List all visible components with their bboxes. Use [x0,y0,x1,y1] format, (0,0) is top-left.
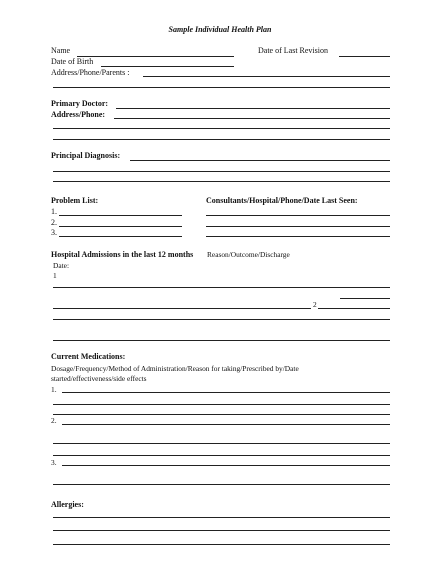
allergies-line-2[interactable] [53,530,390,531]
address-parents-line-2[interactable] [53,87,390,88]
name-label: Name [51,46,71,55]
doctor-label: Primary Doctor: [51,99,109,108]
revision-label: Date of Last Revision [258,46,328,55]
medications-label: Current Medications: [51,352,126,361]
diagnosis-field-line[interactable] [130,160,390,161]
name-field-line[interactable] [77,56,234,57]
doctor-address-line[interactable] [114,118,390,119]
admission-line-2[interactable] [340,298,390,299]
medication-3-line-2[interactable] [53,484,390,485]
admission-line-4[interactable] [53,319,390,320]
problem-item-3-label: 3. [51,228,57,237]
doctor-address-line-2[interactable] [53,128,390,129]
medication-item-1-label: 1. [51,385,57,394]
admission-line-1[interactable] [53,287,390,288]
consultants-label: Consultants/Hospital/Phone/Date Last Seen: [206,196,358,205]
admissions-date-label: Date: [53,261,70,270]
problem-item-1-line[interactable] [59,215,182,216]
revision-field-line[interactable] [339,56,390,57]
doctor-address-label: Address/Phone: [51,110,106,119]
consultant-line-2[interactable] [206,226,390,227]
medication-2-line-3[interactable] [53,455,390,456]
allergies-line-1[interactable] [53,517,390,518]
address-parents-line[interactable] [143,76,390,77]
diagnosis-line-2[interactable] [53,171,390,172]
problem-item-2-line[interactable] [59,226,182,227]
medication-item-2-label: 2. [51,416,57,425]
medication-2-line-2[interactable] [53,443,390,444]
diagnosis-label: Principal Diagnosis: [51,151,121,160]
allergies-line-3[interactable] [53,544,390,545]
admission-item-2-label: 2 [313,300,317,309]
medication-item-3-label: 3. [51,458,57,467]
diagnosis-line-3[interactable] [53,181,390,182]
medication-1-line-3[interactable] [53,414,390,415]
doctor-field-line[interactable] [116,108,390,109]
medications-description-line-2: started/effectiveness/side effects [51,374,147,383]
consultant-line-1[interactable] [206,215,390,216]
admissions-label: Hospital Admissions in the last 12 months [51,250,194,259]
dob-field-line[interactable] [101,66,234,67]
consultant-line-3[interactable] [206,236,390,237]
problem-list-label: Problem List: [51,196,99,205]
allergies-label: Allergies: [51,500,84,509]
problem-item-2-label: 2. [51,218,57,227]
form-title: Sample Individual Health Plan [168,25,272,34]
medication-2-line[interactable] [62,424,390,425]
dob-label: Date of Birth [51,57,94,66]
problem-item-1-label: 1. [51,207,57,216]
doctor-address-line-3[interactable] [53,139,390,140]
admission-line-3b[interactable] [318,308,390,309]
admission-line-5[interactable] [53,340,390,341]
medication-3-line[interactable] [62,465,390,466]
medication-1-line-2[interactable] [53,404,390,405]
admission-line-3[interactable] [53,308,311,309]
admissions-columns-label: Reason/Outcome/Discharge [207,250,290,259]
address-parents-label: Address/Phone/Parents : [51,68,130,77]
problem-item-3-line[interactable] [59,236,182,237]
admission-item-1-label: 1 [53,271,57,280]
medications-description-line-1: Dosage/Frequency/Method of Administration/Reason for taking/Prescribed by/Date [51,364,299,373]
medication-1-line[interactable] [62,392,390,393]
